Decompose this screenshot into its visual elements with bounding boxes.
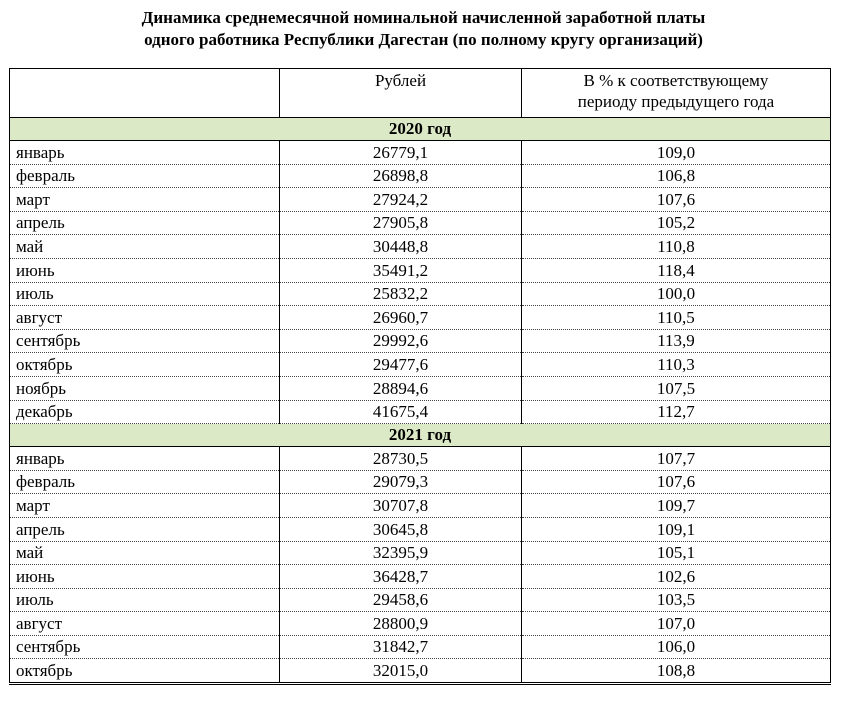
- percent-cell: 107,6: [522, 470, 831, 494]
- header-percent: [522, 69, 831, 118]
- month-cell: март: [10, 494, 280, 518]
- month-cell: август: [10, 306, 280, 330]
- table-row: [10, 141, 831, 165]
- rubles-cell: 26898,8: [280, 164, 522, 188]
- rubles-cell: 29992,6: [280, 329, 522, 353]
- rubles-cell: 27905,8: [280, 211, 522, 235]
- table-row: [10, 353, 831, 377]
- year-section-row: [10, 424, 831, 447]
- month-cell: октябрь: [10, 659, 280, 684]
- rubles-cell: 29458,6: [280, 588, 522, 612]
- year-label: 2020 год: [10, 118, 831, 141]
- percent-cell: 110,3: [522, 353, 831, 377]
- rubles-cell: 35491,2: [280, 258, 522, 282]
- year-label: 2021 год: [10, 424, 831, 447]
- title-line-1: Динамика среднемесячной номинальной начисленной заработной платы: [141, 8, 706, 27]
- month-cell: апрель: [10, 517, 280, 541]
- month-cell: декабрь: [10, 400, 280, 424]
- table-row: [10, 282, 831, 306]
- percent-cell: 105,1: [522, 541, 831, 565]
- percent-cell: 107,6: [522, 188, 831, 212]
- table-row: [10, 376, 831, 400]
- rubles-cell: 26779,1: [280, 141, 522, 165]
- rubles-cell: 29079,3: [280, 470, 522, 494]
- month-cell: сентябрь: [10, 329, 280, 353]
- rubles-cell: 36428,7: [280, 565, 522, 589]
- rubles-cell: 32015,0: [280, 659, 522, 684]
- percent-cell: 112,7: [522, 400, 831, 424]
- month-cell: октябрь: [10, 353, 280, 377]
- rubles-cell: 30448,8: [280, 235, 522, 259]
- table-row: [10, 306, 831, 330]
- percent-cell: 107,0: [522, 612, 831, 636]
- percent-cell: 100,0: [522, 282, 831, 306]
- month-cell: ноябрь: [10, 376, 280, 400]
- rubles-cell: 32395,9: [280, 541, 522, 565]
- table-row: [10, 494, 831, 518]
- percent-cell: 109,0: [522, 141, 831, 165]
- percent-cell: 118,4: [522, 258, 831, 282]
- year-section-row: [10, 118, 831, 141]
- table-row: [10, 612, 831, 636]
- percent-cell: 110,5: [522, 306, 831, 330]
- rubles-cell: 30645,8: [280, 517, 522, 541]
- table-row: [10, 235, 831, 259]
- rubles-cell: 27924,2: [280, 188, 522, 212]
- table-row: [10, 541, 831, 565]
- table-row: [10, 188, 831, 212]
- rubles-cell: 26960,7: [280, 306, 522, 330]
- percent-cell: 110,8: [522, 235, 831, 259]
- table-row: [10, 517, 831, 541]
- table-row: [10, 447, 831, 471]
- table-row: [10, 565, 831, 589]
- month-cell: август: [10, 612, 280, 636]
- table-header-row: [10, 69, 831, 118]
- table-row: [10, 258, 831, 282]
- month-cell: сентябрь: [10, 635, 280, 659]
- document-title: [0, 7, 847, 51]
- header-rubles: Рублей: [280, 69, 522, 118]
- table-row: [10, 659, 831, 684]
- percent-cell: 109,7: [522, 494, 831, 518]
- percent-cell: 106,8: [522, 164, 831, 188]
- header-percent-line-1: В % к соответствующему: [583, 71, 769, 90]
- month-cell: июнь: [10, 565, 280, 589]
- month-cell: март: [10, 188, 280, 212]
- rubles-cell: 28894,6: [280, 376, 522, 400]
- percent-cell: 107,7: [522, 447, 831, 471]
- percent-cell: 105,2: [522, 211, 831, 235]
- month-cell: апрель: [10, 211, 280, 235]
- month-cell: июль: [10, 588, 280, 612]
- rubles-cell: 30707,8: [280, 494, 522, 518]
- percent-cell: 103,5: [522, 588, 831, 612]
- rubles-cell: 31842,7: [280, 635, 522, 659]
- table-row: [10, 400, 831, 424]
- salary-table: [9, 68, 831, 685]
- month-cell: февраль: [10, 164, 280, 188]
- percent-cell: 109,1: [522, 517, 831, 541]
- rubles-cell: 25832,2: [280, 282, 522, 306]
- percent-cell: 107,5: [522, 376, 831, 400]
- month-cell: июль: [10, 282, 280, 306]
- table-row: [10, 470, 831, 494]
- percent-cell: 108,8: [522, 659, 831, 684]
- month-cell: январь: [10, 447, 280, 471]
- month-cell: июнь: [10, 258, 280, 282]
- month-cell: май: [10, 541, 280, 565]
- month-cell: май: [10, 235, 280, 259]
- table-row: [10, 635, 831, 659]
- table-body: [10, 118, 831, 684]
- table-row: [10, 329, 831, 353]
- percent-cell: 113,9: [522, 329, 831, 353]
- title-line-2: одного работника Республики Дагестан (по полному кругу организаций): [144, 30, 703, 49]
- rubles-cell: 41675,4: [280, 400, 522, 424]
- rubles-cell: 29477,6: [280, 353, 522, 377]
- header-percent-line-2: периоду предыдущего года: [577, 92, 775, 111]
- rubles-cell: 28730,5: [280, 447, 522, 471]
- table-row: [10, 211, 831, 235]
- month-cell: январь: [10, 141, 280, 165]
- rubles-cell: 28800,9: [280, 612, 522, 636]
- table-row: [10, 588, 831, 612]
- percent-cell: 106,0: [522, 635, 831, 659]
- month-cell: февраль: [10, 470, 280, 494]
- percent-cell: 102,6: [522, 565, 831, 589]
- table-row: [10, 164, 831, 188]
- header-month: [10, 69, 280, 118]
